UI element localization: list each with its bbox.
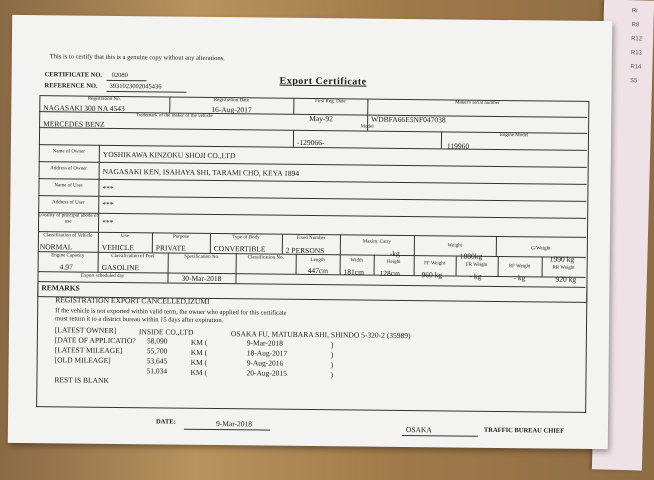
latest-owner-address: OSAKA FU, MATUBARA SHI, SHINDO 5-320-2 (35989)	[230, 329, 411, 341]
side-doc-text: S5	[629, 78, 638, 85]
classification-label: Classification of Vehicle	[43, 233, 93, 239]
weight-label: Weight	[447, 243, 463, 249]
trademark-label: Trademark of the maker of the vehicle	[135, 113, 213, 119]
model: -129066-	[296, 137, 325, 148]
rf-weight: - kg	[513, 273, 526, 283]
latest-owner-name: INSIDE CO.,LTD	[138, 327, 194, 337]
fixed-number: 2 PERSONS	[285, 245, 325, 256]
model-label: Model	[360, 124, 374, 130]
ff-weight: 960 kg	[421, 270, 443, 280]
remarks-box	[36, 281, 587, 413]
registration-date: 16-Aug-2017	[211, 104, 252, 115]
remarks-label: REMARKS	[41, 283, 80, 293]
engine-model: 119960	[446, 141, 470, 151]
classification: NORMAL	[39, 242, 73, 252]
max-carry-label: Maxim. Carry	[362, 239, 392, 245]
registration-number-label: Registration No.	[87, 96, 121, 103]
height: 128cm	[379, 268, 401, 278]
mileage-date: 9-Mar-2018	[246, 338, 283, 348]
spec-no-label: Specification No.	[184, 254, 220, 261]
mileage-km: 53,645	[146, 356, 168, 366]
width-label: Width	[350, 258, 363, 264]
mileage-label: [LATEST MILEAGE]	[54, 345, 123, 356]
user-name-label: Name of User	[54, 183, 83, 189]
rr-weight-label: RR Weight	[552, 265, 575, 271]
document-title: Export Certificate	[279, 75, 367, 88]
fuel-label: Classification of Fuel	[111, 253, 155, 260]
width: 181cm	[343, 267, 365, 277]
user-name: ***	[102, 183, 114, 193]
remarks-line-3: must return it to a district bureau within 15 days after expiration.	[55, 315, 224, 325]
purpose: PRIVATE	[155, 243, 186, 253]
mileage-date: 18-Aug-2017	[246, 348, 288, 358]
certificate-no-label: CERTIFICATE NO.	[44, 71, 103, 79]
side-doc-text: R14	[630, 64, 642, 71]
first-reg-date: May-92	[309, 113, 333, 124]
max-carry: -kg	[389, 248, 400, 258]
trademark: MERCEDES BENZ	[43, 119, 105, 129]
first-reg-date-label: First Reg. Date	[315, 99, 346, 105]
locality: ***	[102, 217, 114, 227]
latest-owner-label: [LATEST OWNER]	[54, 325, 117, 335]
use-label: Use	[121, 234, 129, 240]
height-label: Height	[386, 259, 401, 265]
mileage-km: 51,034	[146, 366, 168, 376]
date-label: DATE:	[155, 418, 176, 426]
engine-capacity: 4.97	[59, 262, 73, 272]
fr-weight: - kg	[469, 271, 482, 281]
ff-weight-label: FF Weight	[424, 261, 446, 267]
class-no-label: Classification No.	[247, 255, 284, 261]
locality-label: Locality of principal abode of use	[38, 213, 99, 225]
length: 447cm	[307, 265, 329, 276]
owner-address: NAGASAKI KEN, ISAHAYA SHI, TARAMI CHO, KEYA 1894	[102, 166, 300, 178]
export-day-label: Export scheduled day	[80, 273, 125, 280]
use: VEHICLE	[101, 242, 134, 253]
mileage-label: [DATE OF APPLICATIO?	[54, 335, 136, 346]
engine-capacity-label: Engine Capacity	[51, 253, 85, 259]
footer-date: 9-Mar-2018	[215, 419, 253, 429]
owner-name: YOSHIKAWA KINZOKU SHOJI CO.,LTD	[102, 149, 236, 161]
remarks-line-1: REGISTRATION EXPORT CANCELLED,IZUMI	[55, 295, 210, 306]
mileage-date: 9-Aug-2016	[246, 358, 284, 368]
traffic-bureau-chief: TRAFFIC BUREAU CHIEF	[483, 426, 565, 435]
reference-no-label: REFERENCE NO.	[44, 82, 98, 90]
rr-weight: 920 kg	[555, 274, 577, 284]
remarks-line-2: If the vehicle is not exported within valid term, the owner who applied for this certificate	[55, 307, 287, 317]
fr-weight-label: FR Weight	[465, 262, 488, 268]
gweight-label: G/Weight	[531, 246, 551, 252]
engine-model-label: Engine Model	[499, 132, 529, 139]
side-doc-text: R8	[631, 22, 640, 29]
export-day: 30-Mar-2018	[181, 273, 222, 284]
serial-number-label: Maker's serial number	[455, 100, 500, 106]
weight: 1880kg	[459, 251, 483, 261]
mileage-unit: KM (	[190, 367, 208, 377]
owner-address-label: Address of Owner	[50, 166, 88, 172]
body-type-label: Type of Body	[232, 235, 260, 241]
registration-number: NAGASAKI 300 NA 4543	[43, 103, 125, 114]
length-label: Length	[310, 258, 325, 264]
fixed-number-label: Fixed Number	[296, 235, 326, 242]
owner-name-label: Name of Owner	[52, 149, 85, 155]
side-doc-text: R12	[631, 36, 643, 43]
user-address-label: Address of User	[52, 200, 85, 206]
mileage-close: )	[330, 360, 334, 370]
reference-no: 393102300204543​6	[109, 82, 162, 91]
certificate-no: 02080	[111, 71, 128, 80]
mileage-km: 58,090	[146, 336, 168, 346]
side-doc-text: R13	[630, 50, 642, 57]
user-address: ***	[102, 199, 114, 209]
mileage-close: )	[330, 350, 334, 360]
body-type: CONVERTIBLE	[213, 243, 266, 254]
mileage-unit: KM (	[190, 337, 208, 347]
intro-text: This is to certify that this is a genuine copy without any alterations.	[49, 53, 225, 63]
footer-city: OSAKA	[405, 425, 432, 435]
mileage-close: )	[330, 370, 334, 380]
mileage-unit: KM (	[190, 347, 208, 357]
rest-is-blank: REST IS BLANK	[54, 375, 109, 385]
mileage-unit: KM (	[190, 357, 208, 367]
side-doc-text: Ri	[631, 8, 638, 15]
mileage-close: )	[330, 340, 334, 350]
registration-date-label: Registration Date	[213, 97, 249, 104]
mileage-date: 20-Aug-2015	[246, 368, 287, 378]
export-certificate-paper	[8, 15, 612, 449]
serial-number: WDBFA66E5NF047038	[371, 114, 446, 125]
gweight: 1990 kg	[549, 254, 575, 264]
mileage-label: [OLD MILEAGE]	[54, 355, 111, 365]
rf-weight-label: RF Weight	[508, 264, 531, 270]
fuel: GASOLINE	[101, 262, 140, 273]
purpose-label: Purpose	[172, 234, 190, 240]
mileage-km: 55,700	[146, 346, 168, 356]
